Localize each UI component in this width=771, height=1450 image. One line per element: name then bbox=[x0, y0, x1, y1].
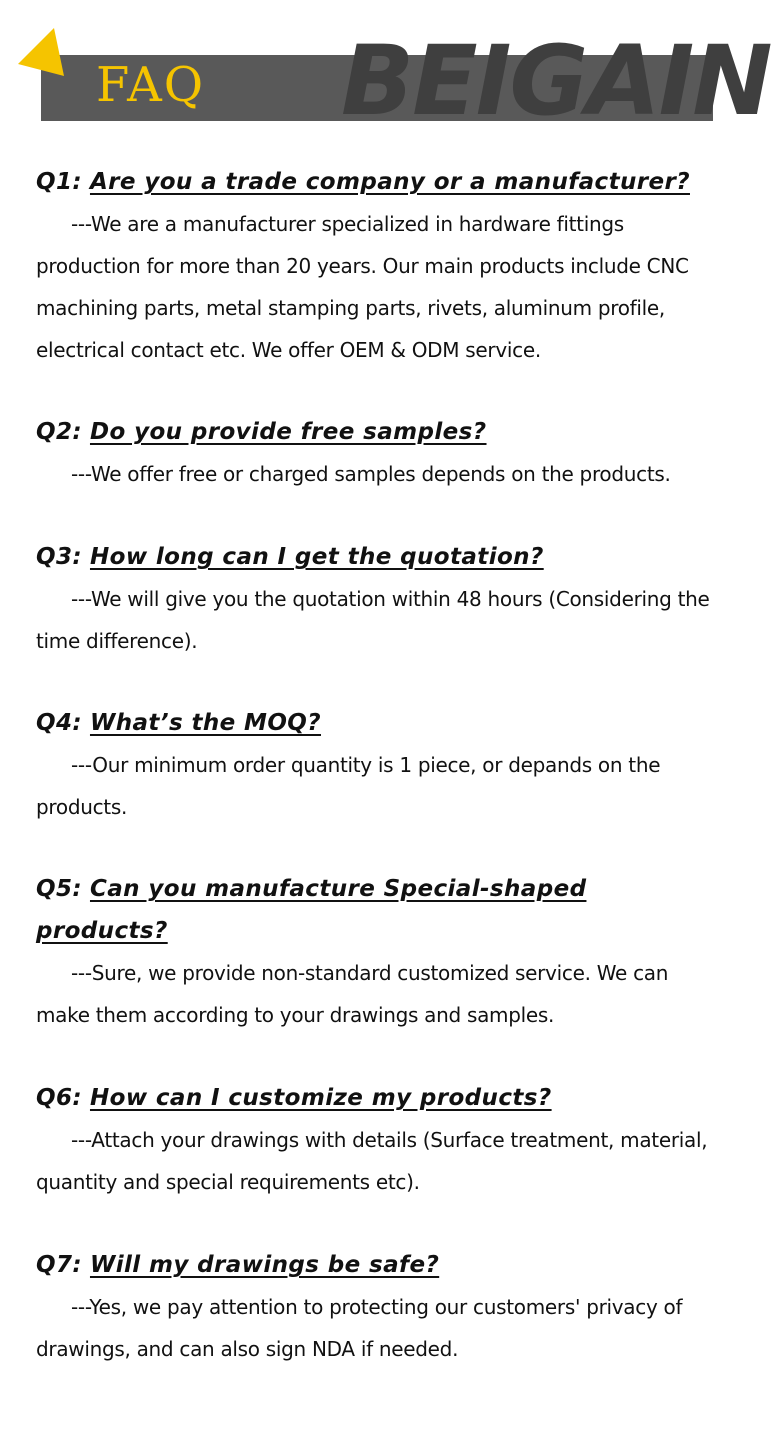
question-number: Q7: bbox=[36, 1252, 82, 1278]
answer-5: ---Sure, we provide non-standard customized service. We can make them according to your drawings and samples. bbox=[36, 961, 669, 1027]
answer-7: ---Yes, we pay attention to protecting our customers' privacy of drawings, and can also sign NDA if needed. bbox=[36, 1295, 683, 1361]
question-1 bbox=[36, 161, 726, 203]
question-5 bbox=[36, 868, 726, 952]
question-text: How can I customize my products? bbox=[89, 1085, 552, 1111]
question-2 bbox=[36, 411, 726, 453]
question-6 bbox=[36, 1077, 726, 1119]
answer-6: ---Attach your drawings with details (Surface treatment, material, quantity and special requirements etc). bbox=[36, 1128, 708, 1194]
answer-3: ---We will give you the quotation within 48 hours (Considering the time difference). bbox=[36, 587, 710, 653]
question-text: What’s the MOQ? bbox=[89, 710, 321, 736]
faq-item-5 bbox=[36, 868, 726, 1036]
question-number: Q5: bbox=[36, 876, 82, 902]
triangle-accent-icon bbox=[0, 0, 80, 90]
question-text: Are you a trade company or a manufacturer? bbox=[89, 169, 690, 195]
faq-item-6 bbox=[36, 1077, 726, 1203]
answer-1: ---We are a manufacturer specialized in hardware fittings production for more than 20 years. Our main products include CNC machining parts, metal stamping parts, rivets, aluminum profile, electrical contact etc. We offer OEM & ODM service. bbox=[36, 212, 689, 362]
faq-item-7 bbox=[36, 1244, 726, 1370]
question-text: Can you manufacture Special-shaped products? bbox=[36, 876, 587, 944]
answer-4: ---Our minimum order quantity is 1 piece, or depands on the products. bbox=[36, 753, 661, 819]
question-3 bbox=[36, 536, 726, 578]
question-text: Do you provide free samples? bbox=[89, 419, 487, 445]
question-number: Q4: bbox=[36, 710, 82, 736]
faq-item-2 bbox=[36, 411, 726, 495]
brand-watermark: BEIGAIN bbox=[341, 25, 771, 137]
question-text: Will my drawings be safe? bbox=[89, 1252, 440, 1278]
question-7 bbox=[36, 1244, 726, 1286]
question-number: Q3: bbox=[36, 544, 82, 570]
question-number: Q6: bbox=[36, 1085, 82, 1111]
answer-2: ---We offer free or charged samples depends on the products. bbox=[71, 462, 671, 486]
faq-item-4 bbox=[36, 702, 726, 828]
faq-item-1 bbox=[36, 161, 726, 371]
question-text: How long can I get the quotation? bbox=[89, 544, 544, 570]
faq-header-banner bbox=[41, 25, 771, 137]
question-4 bbox=[36, 702, 726, 744]
faq-title: FAQ bbox=[96, 57, 206, 113]
question-number: Q1: bbox=[36, 169, 82, 195]
question-number: Q2: bbox=[36, 419, 82, 445]
faq-item-3 bbox=[36, 536, 726, 662]
